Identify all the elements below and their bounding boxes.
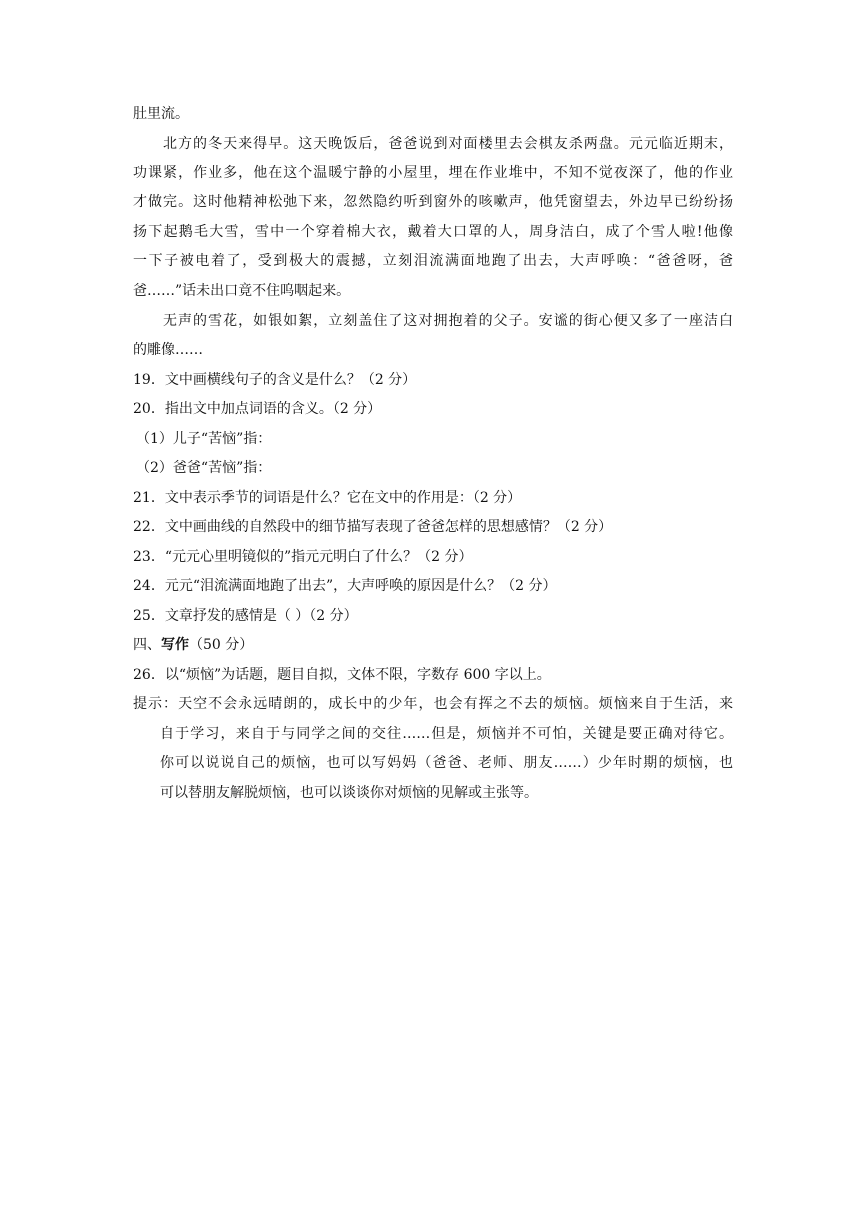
question-26: 26．以“烦恼”为话题，题目自拟，文体不限，字数存 600 字以上。 — [133, 667, 551, 683]
story-line: 功课紧，作业多，他在这个温暖宁静的小屋里，埋在作业堆中，不知不觉夜深了，他的作业 — [133, 165, 733, 181]
story-line: 的雕像…… — [133, 342, 203, 358]
question-20: 20．指出文中加点词语的含义。（2 分） — [133, 401, 382, 417]
question-23: 23．“元元心里明镜似的”指元元明白了什么？（2 分） — [133, 549, 473, 565]
hint-line: 你可以说说自己的烦恼，也可以写妈妈（爸爸、老师、朋友……）少年时期的烦恼，也 — [160, 755, 733, 771]
story-line: 一下子被电着了，受到极大的震撼，立刻泪流满面地跑了出去，大声呼唤：“爸爸呀，爸 — [133, 253, 733, 269]
section-heading — [133, 635, 733, 655]
question-19: 19．文中画横线句子的含义是什么？（2 分） — [133, 372, 417, 388]
section-score: （50 分） — [189, 637, 254, 653]
question-20-part-1: （1）儿子“苦恼”指： — [136, 431, 272, 447]
question-20-part-2: （2）爸爸“苦恼”指： — [136, 460, 272, 476]
story-line: 肚里流。 — [133, 106, 189, 122]
question-25: 25．文章抒发的感情是（ ）（2 分） — [133, 608, 358, 624]
question-22: 22．文中画曲线的自然段中的细节描写表现了爸爸怎样的思想感情？（2 分） — [133, 519, 613, 535]
story-line: 北方的冬天来得早。这天晚饭后，爸爸说到对面楼里去会棋友杀两盘。元元临近期末， — [163, 136, 733, 152]
question-24: 24．元元“泪流满面地跑了出去”，大声呼唤的原因是什么？（2 分） — [133, 578, 557, 594]
hint-line: 可以替朋友解脱烦恼，也可以谈谈你对烦恼的见解或主张等。 — [160, 785, 538, 801]
section-prefix: 四、 — [133, 637, 161, 653]
story-line: 爸……”话未出口竟不住呜咽起来。 — [133, 283, 351, 299]
story-line: 才做完。这时他精神松弛下来，忽然隐约听到窗外的咳嗽声，他凭窗望去，外边早已纷纷扬 — [133, 194, 733, 210]
question-21: 21．文中表示季节的词语是什么？它在文中的作用是：（2 分） — [133, 490, 522, 506]
hint-line: 提示：天空不会永远晴朗的，成长中的少年，也会有挥之不去的烦恼。烦恼来自于生活，来 — [133, 696, 733, 712]
hint-line: 自于学习，来自于与同学之间的交往……但是，烦恼并不可怕，关键是要正确对待它。 — [160, 726, 733, 742]
story-line: 扬下起鹅毛大雪，雪中一个穿着棉大衣，戴着大口罩的人，周身洁白，成了个雪人啦!他像 — [133, 224, 733, 240]
story-line: 无声的雪花，如银如絮，立刻盖住了这对拥抱着的父子。安谧的街心便又多了一座洁白 — [163, 313, 733, 329]
section-title: 写作 — [161, 637, 189, 653]
